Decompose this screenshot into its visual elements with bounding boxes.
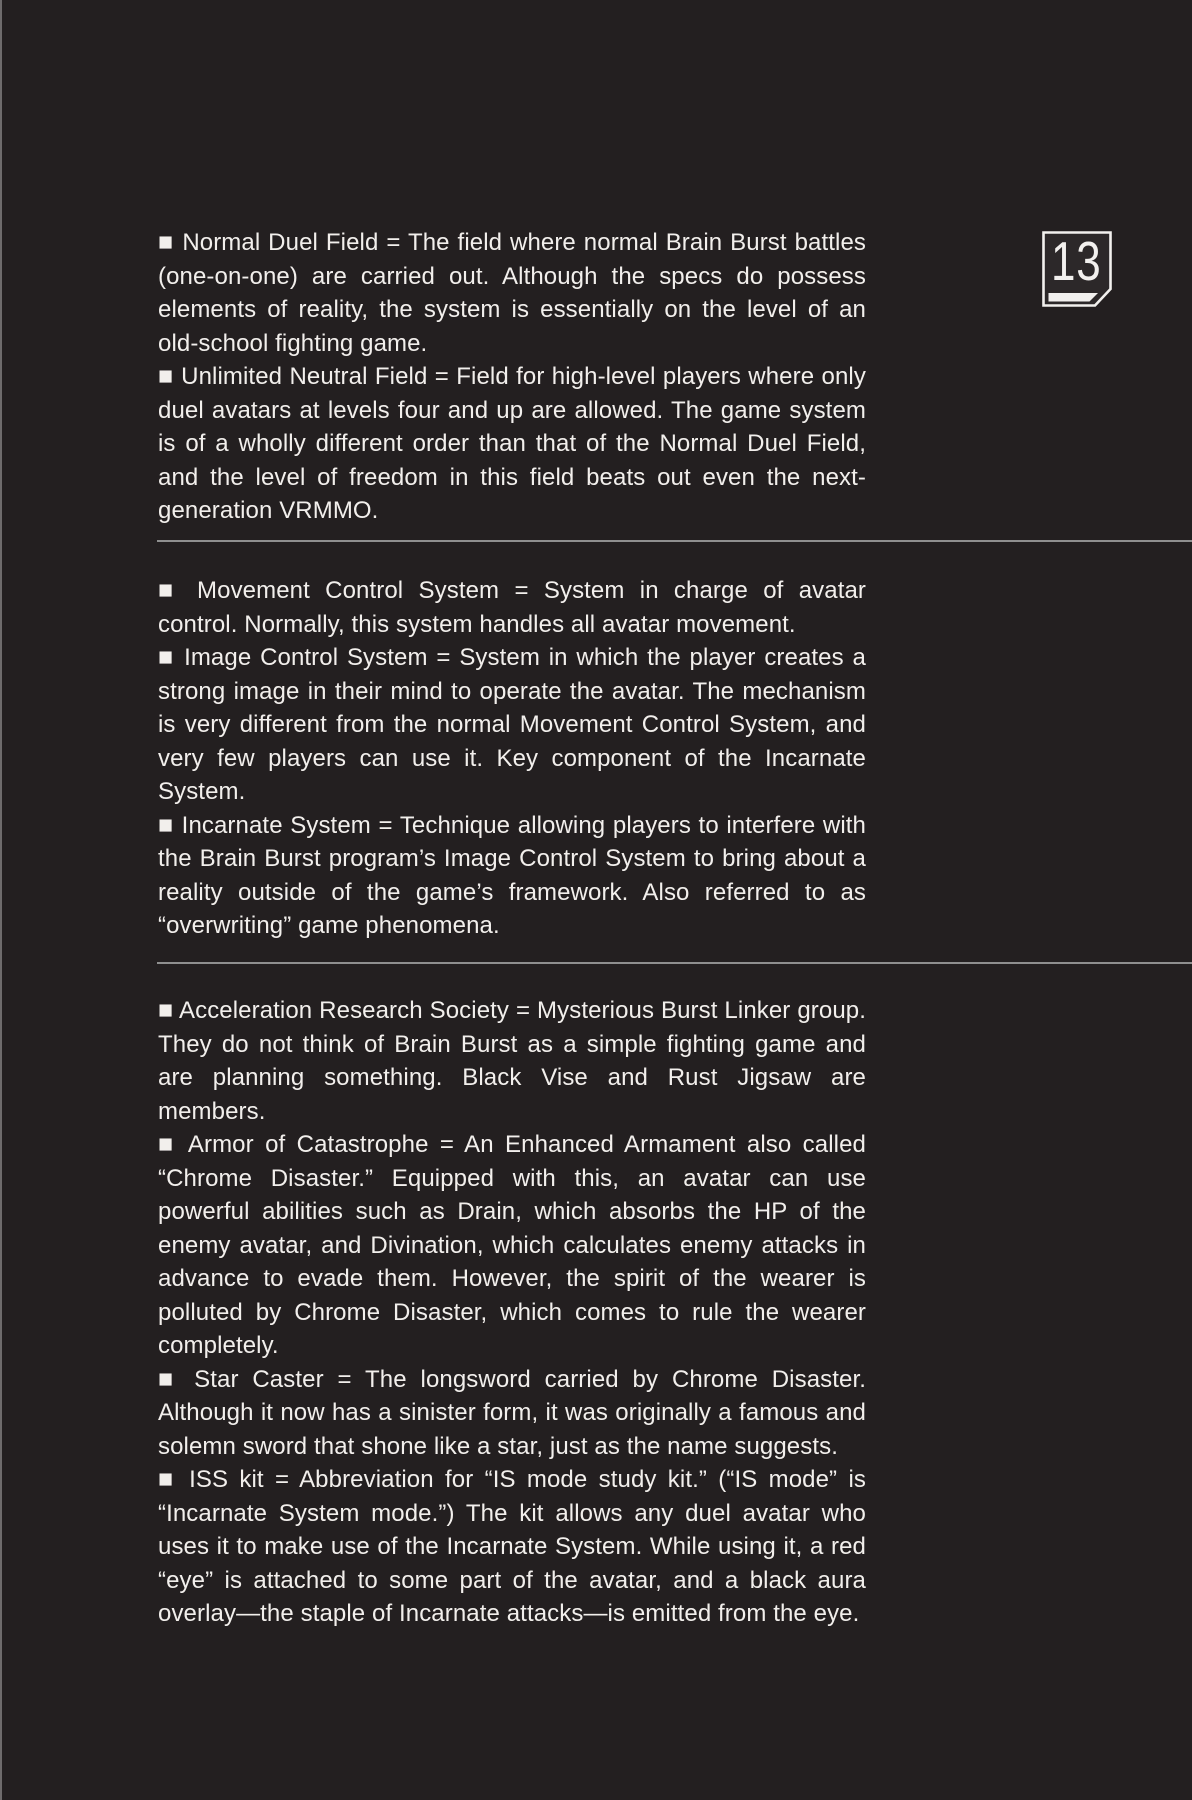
glossary-entry	[158, 574, 866, 641]
page-number: 13	[1051, 230, 1102, 292]
bullet-square-icon: ■	[158, 1465, 178, 1493]
section-divider	[157, 962, 1192, 964]
bullet-square-icon: ■	[158, 810, 175, 839]
glossary-section-2	[158, 574, 866, 943]
equals-sign: =	[337, 1365, 352, 1393]
glossary-section-3	[158, 994, 866, 1631]
glossary-entry	[158, 1363, 866, 1464]
equals-sign: =	[515, 997, 531, 1024]
glossary-term: Movement Control System	[197, 577, 500, 604]
equals-sign: =	[514, 577, 529, 604]
glossary-entry	[158, 1463, 866, 1631]
glossary-entry	[158, 809, 866, 943]
equals-sign: =	[378, 811, 393, 839]
glossary-section-1	[158, 226, 866, 528]
bullet-square-icon: ■	[158, 576, 182, 604]
bullet-square-icon: ■	[158, 643, 176, 671]
page-left-edge-line	[0, 0, 2, 1800]
equals-sign: =	[439, 1131, 455, 1158]
glossary-definition: An Enhanced Armament also called “Chrome Disaster.” Equipped with this, an avatar can use powerful abilities such as Drain, which absorbs the HP of the enemy avatar, and Divination, which calculates enemy attacks in advance to evade them. However, the spirit of the wearer is polluted by Chrome Disaster, which comes to rule the wearer completely.	[158, 1131, 866, 1359]
bullet-square-icon: ■	[158, 228, 175, 256]
bullet-square-icon: ■	[158, 1130, 178, 1158]
glossary-entry	[158, 641, 866, 809]
glossary-term: Unlimited Neutral Field	[181, 363, 428, 390]
glossary-definition: The longsword carried by Chrome Disaster. Although it now has a sinister form, it was originally a famous and solemn sword that shone like a star, just as the name suggests.	[158, 1365, 866, 1460]
glossary-entry	[158, 360, 866, 528]
glossary-definition: System in which the player creates a strong image in their mind to operate the avatar. The mechanism is very different from the normal Movement Control System, and very few players can use it. Key component of the Incarnate System.	[158, 644, 866, 805]
glossary-definition: Abbreviation for “IS mode study kit.” (“IS mode” is “Incarnate System mode.”) The kit allows any duel avatar who uses it to make use of the Incarnate System. While using it, a red “eye” is attached to some part of the avatar, and a black aura overlay—the staple of Incarnate attacks—is emitted from the eye.	[158, 1466, 866, 1627]
glossary-definition: Technique allowing players to interfere with the Brain Burst program’s Image Control System to bring about a reality outside of the game’s framework. Also referred to as “overwriting” game phenomena.	[158, 811, 867, 939]
bullet-square-icon: ■	[158, 996, 174, 1024]
equals-sign: =	[436, 644, 451, 671]
equals-sign: =	[274, 1466, 290, 1493]
glossary-entry	[158, 994, 866, 1128]
bullet-square-icon: ■	[158, 362, 174, 390]
glossary-term: Normal Duel Field	[182, 229, 379, 256]
glossary-definition: System in charge of avatar control. Normally, this system handles all avatar movement.	[158, 577, 867, 638]
glossary-term: Star Caster	[194, 1365, 324, 1393]
glossary-term: Acceleration Research Society	[178, 997, 510, 1024]
section-divider	[157, 540, 1192, 542]
equals-sign: =	[434, 363, 449, 390]
glossary-term: ISS kit	[189, 1466, 264, 1493]
glossary-definition: Field for high-level players where only duel avatars at levels four and up are allowed. The game system is of a wholly different order than that of the Normal Duel Field, and the level of freedom in this field beats out even the next-generation VRMMO.	[158, 363, 866, 524]
glossary-term: Armor of Catastrophe	[187, 1131, 429, 1158]
glossary-definition: Mysterious Burst Linker group. They do not think of Brain Burst as a simple fighting game and are planning something. Black Vise and Rust Jigsaw are members.	[158, 997, 866, 1125]
glossary-definition: The field where normal Brain Burst battles (one-on-one) are carried out. Although the specs do possess elements of reality, the system is essentially on the level of an old-school fighting game.	[158, 229, 867, 357]
glossary-entry	[158, 226, 866, 360]
bullet-square-icon: ■	[158, 1364, 181, 1393]
glossary-term: Image Control System	[184, 644, 428, 671]
equals-sign: =	[386, 229, 401, 256]
page-number-badge	[1042, 231, 1112, 307]
glossary-term: Incarnate System	[181, 811, 371, 839]
glossary-entry	[158, 1128, 866, 1363]
